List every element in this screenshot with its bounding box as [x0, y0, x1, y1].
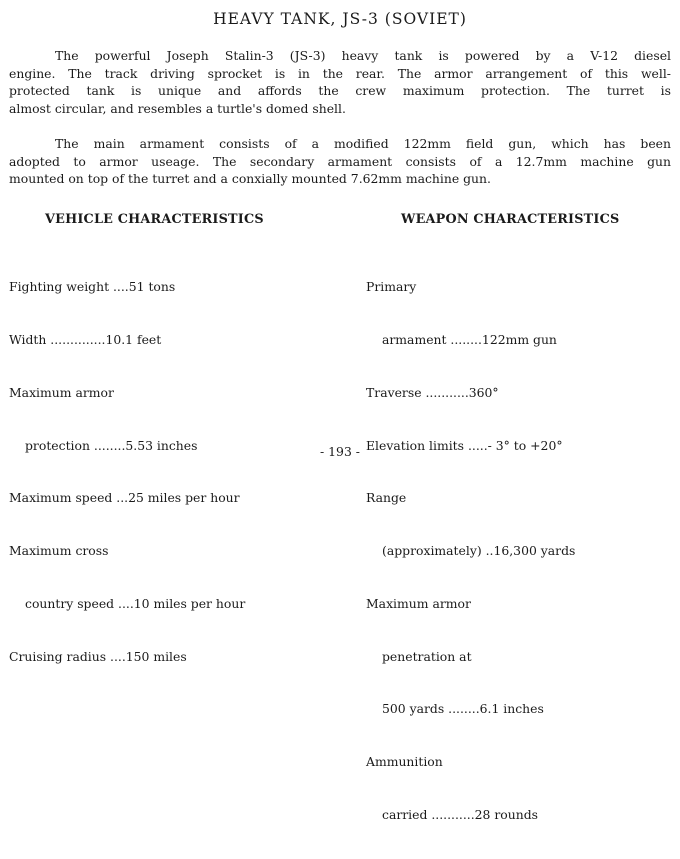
weapon-characteristics-list [366, 243, 575, 859]
spec-row: Maximum armor [366, 595, 471, 611]
spec-row: Elevation limits .....- 3° to +20° [366, 437, 563, 453]
spec-row: (approximately) ..16,300 yards [382, 543, 576, 559]
paragraph-line: mounted on top of the turret and a conxially mounted 7.62mm machine gun. [9, 171, 491, 186]
page-title: HEAVY TANK, JS-3 (SOVIET) [213, 10, 467, 28]
paragraph-line: almost circular, and resembles a turtle's domed shell. [9, 100, 346, 116]
spec-row: Ammunition [366, 754, 443, 770]
spec-row: Primary [366, 279, 417, 295]
spec-row: carried ...........28 rounds [382, 807, 539, 822]
spec-row: armament ........122mm gun [382, 331, 557, 347]
paragraph-line: protected tank is unique and affords the crew maximum protection. The turret is [9, 83, 671, 98]
spec-row: protection ........5.53 inches [25, 437, 198, 453]
spec-row: Maximum armor [9, 384, 114, 400]
spec-row: Cruising radius ....150 miles [9, 648, 187, 664]
spec-row: 500 yards ........6.1 inches [382, 701, 544, 717]
weapon-characteristics-heading: WEAPON CHARACTERISTICS [401, 212, 620, 227]
spec-row: Maximum speed ...25 miles per hour [9, 490, 240, 506]
paragraph-line: The powerful Joseph Stalin-3 (JS-3) heavy tank is powered by a V-12 diesel [55, 48, 671, 63]
page-number: - 193 - [320, 444, 360, 459]
spec-row: penetration at [382, 648, 472, 664]
paragraph-line: The main armament consists of a modified 122mm field gun, which has been [55, 136, 671, 151]
spec-row: country speed ....10 miles per hour [25, 595, 246, 611]
paragraph-line: engine. The track driving sprocket is in the rear. The armor arrangement of this well- [9, 65, 671, 81]
spec-row: Maximum cross [9, 543, 109, 559]
armament-paragraph [9, 135, 671, 188]
spec-row: Width ..............10.1 feet [9, 331, 162, 347]
spec-row: Traverse ...........360° [366, 384, 499, 400]
description-paragraph [9, 47, 671, 117]
paragraph-line: adopted to armor useage. The secondary armament consists of a 12.7mm machine gun [9, 153, 671, 169]
spec-row: Fighting weight ....51 tons [9, 279, 176, 295]
vehicle-characteristics-list [9, 243, 245, 700]
vehicle-characteristics-heading: VEHICLE CHARACTERISTICS [45, 212, 264, 227]
spec-row: Range [366, 490, 407, 506]
